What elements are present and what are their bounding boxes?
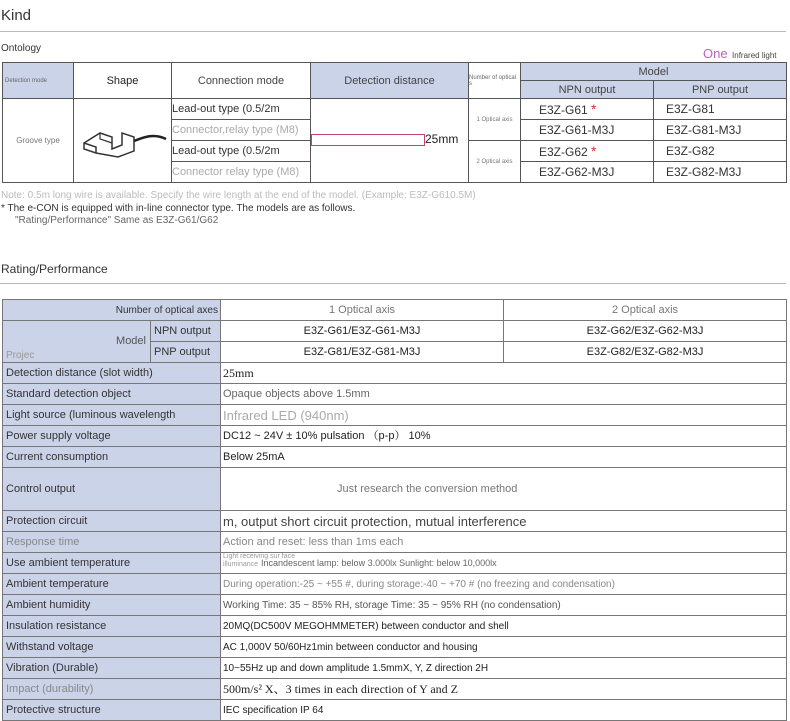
distance-value: 25mm [425, 132, 459, 146]
spec-value: Opaque objects above 1.5mm [221, 384, 787, 405]
npn-label: NPN output [151, 321, 221, 342]
header-num-optical: Number of optical s [469, 63, 521, 99]
header-connection-mode: Connection mode [172, 63, 311, 99]
distance-bar [311, 134, 425, 146]
spec-sub: Light receiving sur face illuminance [223, 553, 295, 568]
pnp-row-1: E3Z-G81 [654, 99, 787, 120]
note-2: * The e-CON is equipped with in-line connector type. The models are as follows. [1, 203, 356, 214]
groove-sensor-icon [78, 119, 168, 159]
conn-row-3: Lead-out type (0.5/2m [172, 141, 311, 162]
conn-row-4: Connector relay type (M8) [172, 162, 311, 183]
model-label: Model [116, 335, 146, 347]
spec-value: Incandescent lamp: below 3.000lx Sunlight: below 10,000lx [261, 557, 497, 568]
npn-model: E3Z-G62 [539, 145, 588, 159]
spec-label: Light source (luminous wavelength [3, 405, 221, 426]
spec-label: Detection distance (slot width) [3, 363, 221, 384]
star-mark: * [591, 101, 597, 117]
spec-value: 25mm [221, 363, 787, 384]
axis-2: 2 Optical axis [469, 141, 521, 183]
shape-cell [74, 99, 172, 183]
header-npn: NPN output [521, 81, 654, 99]
spec-value: Action and reset: less than 1ms each [221, 532, 787, 553]
npn-row-3 [521, 141, 654, 162]
spec-value: Below 25mA [221, 447, 787, 468]
spec-label: Ambient temperature [3, 574, 221, 595]
spec-value: 10~55Hz up and down amplitude 1.5mmX, Y, Z direction 2H [221, 658, 787, 679]
kind-title: Kind [1, 7, 32, 24]
spec-value: 500m/s² X、3 times in each direction of Y and Z [221, 679, 787, 700]
rating-table [2, 299, 787, 721]
pnp-row-4: E3Z-G82-M3J [654, 162, 787, 183]
spec-label: Impact (durability) [3, 679, 221, 700]
infrared-one: One [703, 46, 728, 61]
distance-cell [311, 99, 469, 183]
spec-value: IEC specification IP 64 [221, 700, 787, 721]
infrared-label: Infrared light [732, 51, 777, 60]
groove-type: Groove type [3, 99, 74, 183]
npn-row-1 [521, 99, 654, 120]
divider [0, 283, 786, 284]
conn-row-1: Lead-out type (0.5/2m [172, 99, 311, 120]
header-model: Model [521, 63, 787, 81]
npn-row-4: E3Z-G62-M3J [521, 162, 654, 183]
spec-value: m, output short circuit protection, mutual interference [221, 511, 787, 532]
pnp-model-1: E3Z-G81/E3Z-G81-M3J [221, 342, 504, 363]
pnp-row-2: E3Z-G81-M3J [654, 120, 787, 141]
num-axes-label: Number of optical axes [3, 300, 221, 321]
npn-model-1: E3Z-G61/E3Z-G61-M3J [221, 321, 504, 342]
spec-label: Power supply voltage [3, 426, 221, 447]
npn-model-2: E3Z-G62/E3Z-G62-M3J [504, 321, 787, 342]
infrared-legend [703, 45, 777, 63]
spec-value: Infrared LED (940nm) [221, 405, 787, 426]
spec-label: Insulation resistance [3, 616, 221, 637]
spec-label: Current consumption [3, 447, 221, 468]
axis-1: 1 Optical axis [469, 99, 521, 141]
npn-row-2: E3Z-G61-M3J [521, 120, 654, 141]
spec-value: During operation:-25 ~ +55 #, during storage:-40 ~ +70 # (no freezing and condensation) [221, 574, 787, 595]
spec-label: Response time [3, 532, 221, 553]
spec-label: Standard detection object [3, 384, 221, 405]
ontology-label: Ontology [1, 43, 42, 54]
spec-label: Withstand voltage [3, 637, 221, 658]
kind-table [2, 62, 787, 183]
header-pnp: PNP output [654, 81, 787, 99]
model-label-cell [3, 321, 151, 363]
rating-title: Rating/Performance [1, 262, 108, 276]
spec-label: Protective structure [3, 700, 221, 721]
axis-1-header: 1 Optical axis [221, 300, 504, 321]
spec-label: Control output [3, 468, 221, 511]
pnp-row-3: E3Z-G82 [654, 141, 787, 162]
spec-value-cell [221, 553, 787, 574]
spec-value: Just research the conversion method [221, 468, 787, 511]
header-detection-distance: Detection distance [311, 63, 469, 99]
conn-row-2: Connector,relay type (M8) [172, 120, 311, 141]
spec-label: Use ambient temperature [3, 553, 221, 574]
axis-2-header: 2 Optical axis [504, 300, 787, 321]
star-mark: * [591, 143, 597, 159]
spec-value: Working Time: 35 ~ 85% RH, storage Time: 35 ~ 95% RH (no condensation) [221, 595, 787, 616]
spec-value: AC 1,000V 50/60Hz1min between conductor and housing [221, 637, 787, 658]
spec-label: Ambient humidity [3, 595, 221, 616]
spec-label: Vibration (Durable) [3, 658, 221, 679]
pnp-model-2: E3Z-G82/E3Z-G82-M3J [504, 342, 787, 363]
header-shape: Shape [74, 63, 172, 99]
header-detection-mode: Detection mode [3, 63, 74, 99]
spec-value: 20MQ(DC500V MEGOHMMETER) between conductor and shell [221, 616, 787, 637]
divider [0, 31, 786, 32]
note-1: Note: 0.5m long wire is available. Specify the wire length at the end of the model. (Example: E3Z-G610.5M) [1, 190, 476, 201]
npn-model: E3Z-G61 [539, 103, 588, 117]
spec-value: DC12 ~ 24V ± 10% pulsation （p-p） 10% [221, 426, 787, 447]
pnp-label: PNP output [151, 342, 221, 363]
note-3: "Rating/Performance" Same as E3Z-G61/G62 [15, 215, 219, 226]
spec-label: Protection circuit [3, 511, 221, 532]
projec-label: Projec [6, 350, 35, 361]
